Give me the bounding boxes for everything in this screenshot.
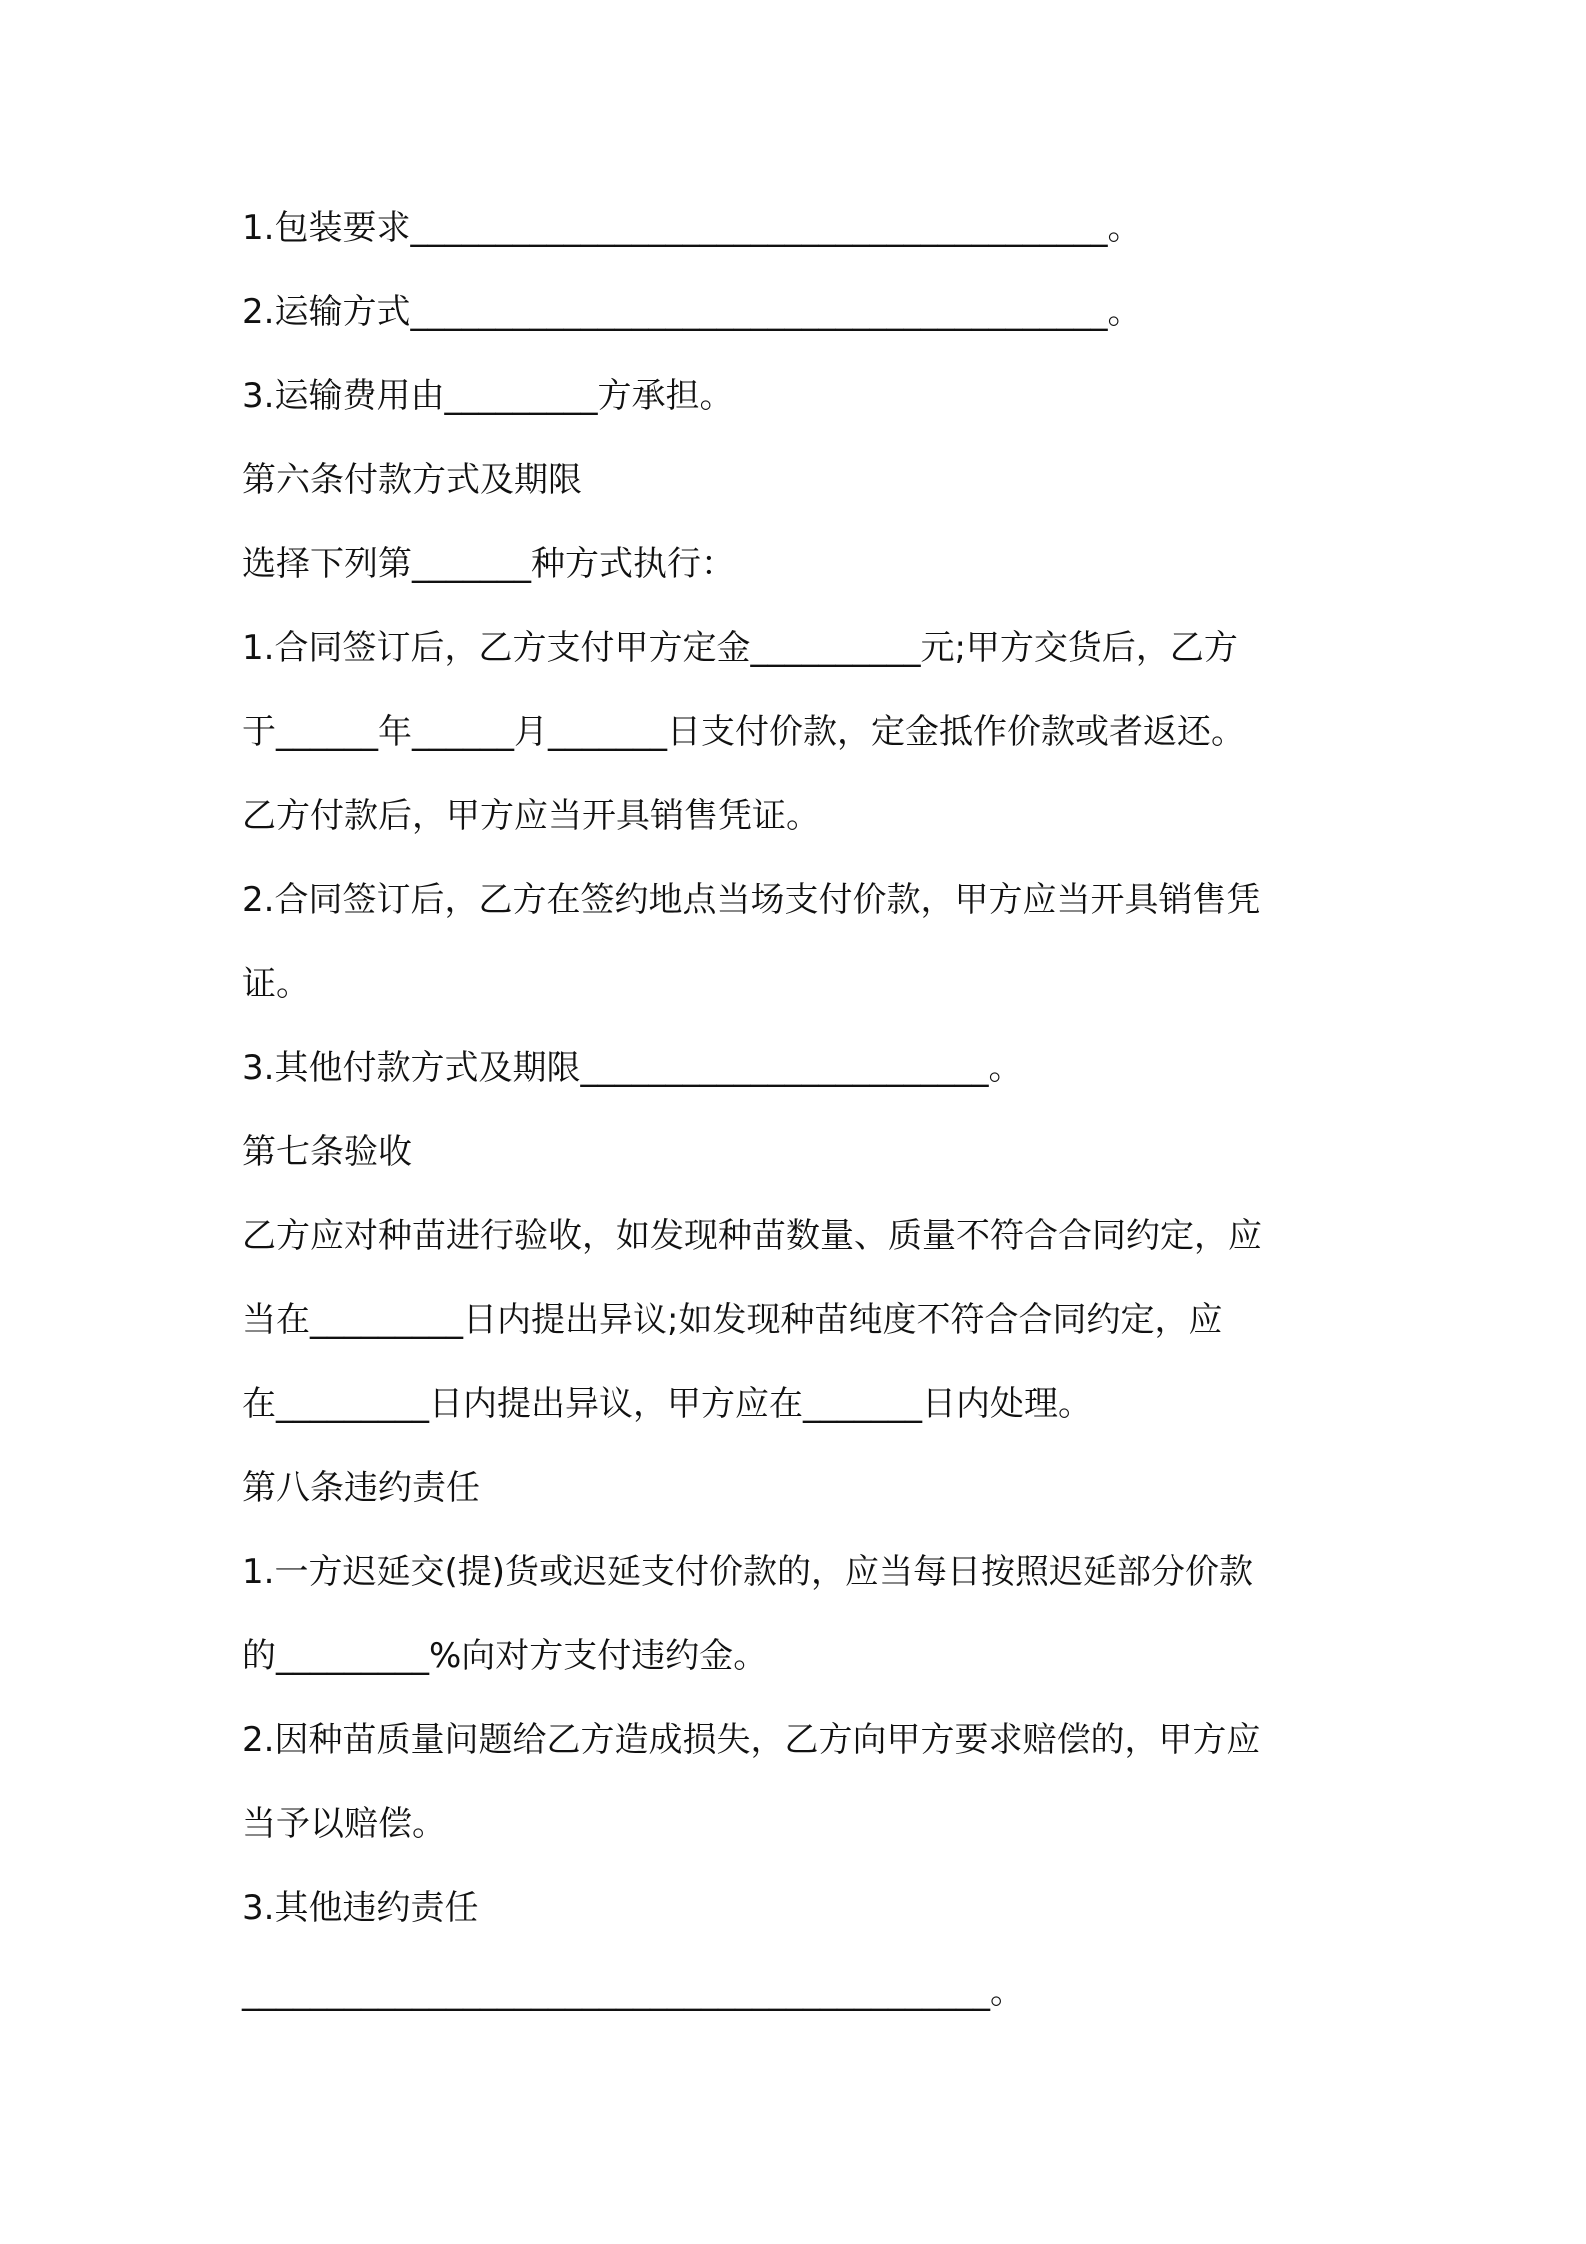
- article-6-heading: 第六条付款方式及期限: [242, 460, 582, 500]
- payment-option-2-line-2: 证。: [242, 964, 310, 1004]
- article-8-heading: 第八条违约责任: [242, 1468, 480, 1508]
- payment-option-2-line-1: 2.合同签订后，乙方在签约地点当场支付价款，甲方应当开具销售凭: [242, 880, 1261, 920]
- transport-cost: 3.运输费用由_________方承担。: [242, 376, 734, 416]
- liability-3-heading: 3.其他违约责任: [242, 1888, 479, 1928]
- inspection-line-3: 在_________日内提出异议，甲方应在_______日内处理。: [242, 1384, 1092, 1424]
- payment-option-1-line-3: 乙方付款后，甲方应当开具销售凭证。: [242, 796, 820, 836]
- payment-option-3: 3.其他付款方式及期限________________________。: [242, 1048, 1023, 1088]
- liability-2-line-2: 当予以赔偿。: [242, 1804, 446, 1844]
- inspection-line-1: 乙方应对种苗进行验收，如发现种苗数量、质量不符合合同约定，应: [242, 1216, 1262, 1256]
- packaging-requirement: 1.包装要求_________________________________________。: [242, 208, 1142, 248]
- liability-1-line-2: 的_________%向对方支付违约金。: [242, 1636, 768, 1676]
- payment-choice: 选择下列第_______种方式执行：: [242, 544, 735, 584]
- payment-option-1-line-1: 1.合同签订后，乙方支付甲方定金__________元;甲方交货后，乙方: [242, 628, 1238, 668]
- inspection-line-2: 当在_________日内提出异议;如发现种苗纯度不符合合同约定，应: [242, 1300, 1223, 1340]
- document-body: [242, 198, 1382, 2046]
- liability-2-line-1: 2.因种苗质量问题给乙方造成损失，乙方向甲方要求赔偿的，甲方应: [242, 1720, 1261, 1760]
- article-7-heading: 第七条验收: [242, 1132, 412, 1172]
- liability-1-line-1: 1.一方迟延交(提)货或迟延支付价款的，应当每日按照迟延部分价款: [242, 1552, 1253, 1592]
- payment-option-1-line-2: 于______年______月_______日支付价款，定金抵作价款或者返还。: [242, 712, 1245, 752]
- liability-3-blank: ____________________________________________。: [242, 1972, 1024, 2012]
- transport-method: 2.运输方式_________________________________________。: [242, 292, 1142, 332]
